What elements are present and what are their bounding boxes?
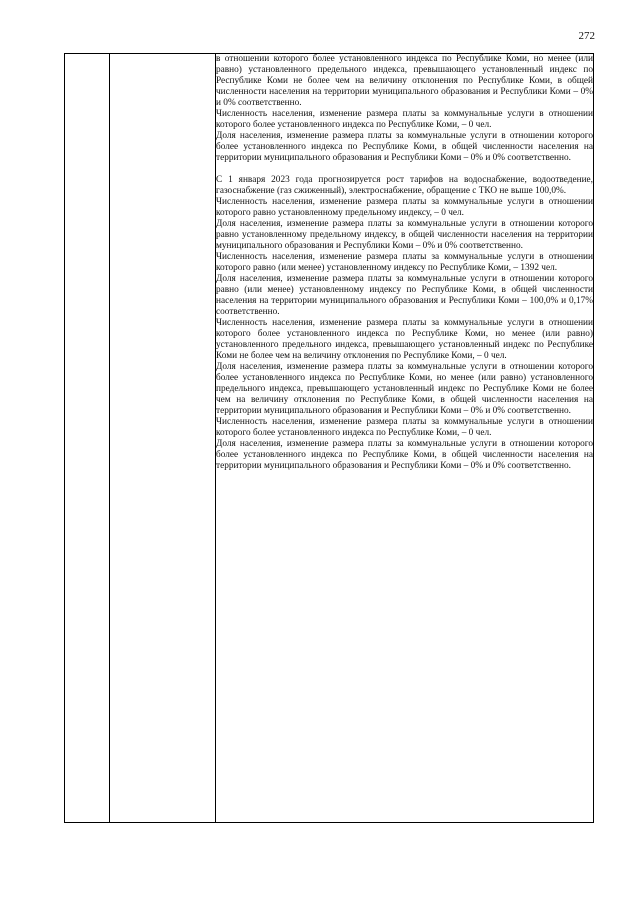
paragraph: Численность населения, изменение размера платы за коммунальные услуги в отношении которого более установленного индекса по Республике Коми, – 0 чел. xyxy=(216,109,593,130)
paragraph: в отношении которого более установленного индекса по Республике Коми, но менее (или равно) установленного предельного индекса, превышающего установленный индекс по Республике Коми не более чем на величину отклонения по Республике Коми, в общей численности населения на территории муниципального образования и Республики Коми – 0% и 0% соответственно. xyxy=(216,54,593,108)
paragraph: С 1 января 2023 года прогнозируется рост тарифов на водоснабжение, водоотведение, газоснабжение (газ сжиженный), электроснабжение, обращение с ТКО не выше 100,0%. xyxy=(216,175,593,196)
table-cell-text xyxy=(216,54,594,823)
table-cell-empty-2 xyxy=(110,54,216,823)
document-table xyxy=(64,53,594,823)
paragraph: Доля населения, изменение размера платы за коммунальные услуги в отношении которого более установленного индекса по Республике Коми, в общей численности населения на территории муниципального образования и Республики Коми – 0% и 0% соответственно. xyxy=(216,131,593,163)
table-row xyxy=(65,54,594,823)
cell-content xyxy=(216,54,593,472)
paragraph: Доля населения, изменение размера платы за коммунальные услуги в отношении которого равно (или менее) установленному индексу по Республике Коми, в общей численности населения на территории муниципального образования и Республики Коми – 100,0% и 0,17% соответственно. xyxy=(216,274,593,317)
paragraph: Численность населения, изменение размера платы за коммунальные услуги в отношении которого равно установленному предельному индексу, – 0 чел. xyxy=(216,197,593,218)
paragraph: Доля населения, изменение размера платы за коммунальные услуги в отношении которого более установленного индекса по Республике Коми, в общей численности населения на территории муниципального образования и Республики Коми – 0% и 0% соответственно. xyxy=(216,439,593,471)
page-number: 272 xyxy=(578,30,595,42)
table-cell-empty-1 xyxy=(65,54,110,823)
paragraph: Доля населения, изменение размера платы за коммунальные услуги в отношении которого более установленного индекса по Республике Коми, но менее (или равно) установленного предельного индекса, превышающего установленный индекс по Республике Коми не более чем на величину отклонения по Республике Коми, в общей численности населения на территории муниципального образования и Республики Коми – 0% и 0% соответственно. xyxy=(216,362,593,416)
paragraph: Численность населения, изменение размера платы за коммунальные услуги в отношении которого более установленного индекса по Республике Коми, но менее (или равно) установленного предельного индекса, превышающего установленный индекс по Республике Коми не более чем на величину отклонения по Республике Коми, – 0 чел. xyxy=(216,318,593,361)
paragraph: Численность населения, изменение размера платы за коммунальные услуги в отношении которого более установленного индекса по Республике Коми, – 0 чел. xyxy=(216,417,593,438)
paragraph: Доля населения, изменение размера платы за коммунальные услуги в отношении которого равно установленному предельному индексу, в общей численности населения на территории муниципального образования и Республики Коми – 0% и 0% соответственно. xyxy=(216,219,593,251)
paragraph: Численность населения, изменение размера платы за коммунальные услуги в отношении которого равно (или менее) установленному индексу по Республике Коми, – 1392 чел. xyxy=(216,252,593,273)
